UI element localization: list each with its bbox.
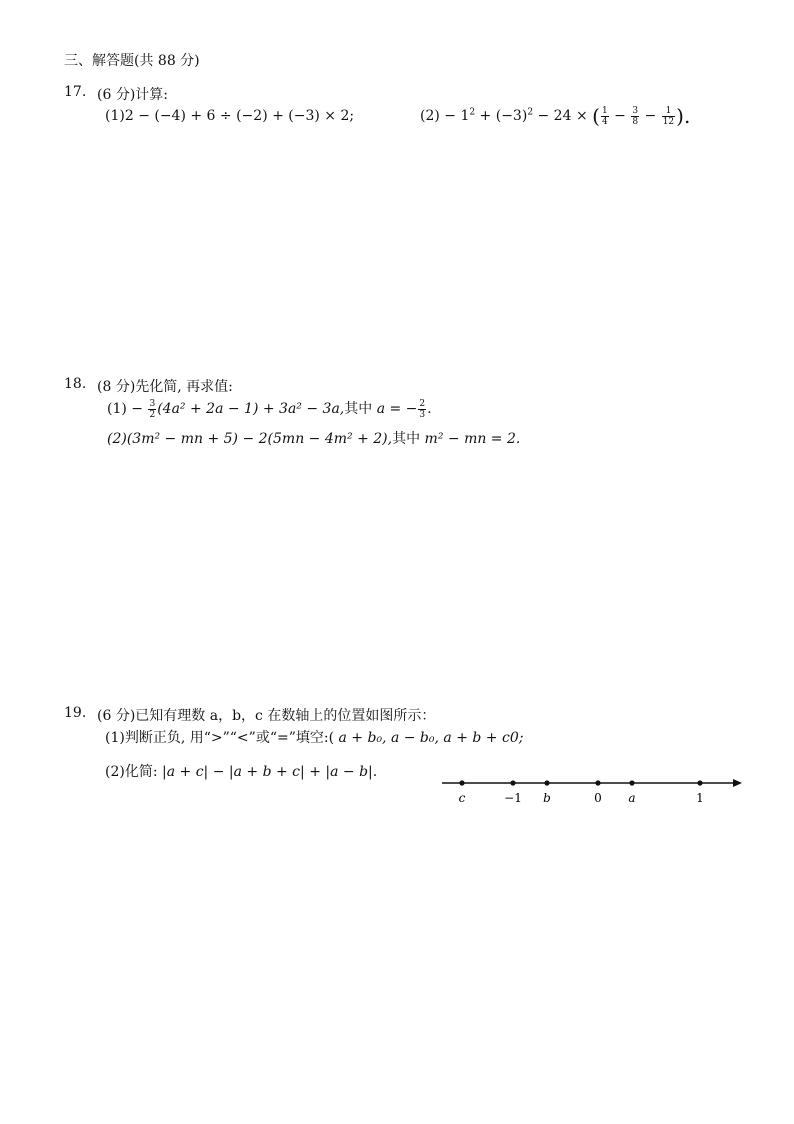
q17-number: 17.: [64, 84, 87, 100]
q17-p2-head: (2) − 1: [420, 108, 470, 124]
q17-open-paren: (: [592, 104, 600, 128]
q17-fraction-3: $\frac{1}{12}$: [662, 105, 675, 127]
q17-part1: (1)2 − (−4) + 6 ÷ (−2) + (−3) × 2;: [105, 108, 355, 124]
q19-p1-expression: a + b₀, a − b₀, a + b + c0;: [338, 730, 524, 746]
section-title: 三、解答题(共 88 分): [64, 53, 200, 69]
q18-p1-fraction: $\frac{3}{2}$: [149, 398, 156, 420]
number-line-arrow-icon: [733, 779, 742, 787]
q19-number: 19.: [64, 705, 87, 721]
q17-p2-exp2: 2: [527, 107, 534, 118]
q18-number: 18.: [64, 376, 87, 392]
q18-p1-head: (1) −: [107, 401, 144, 417]
q18-stem: (8 分)先化简, 再求值:: [97, 379, 233, 395]
q17-p2-tail: − 24 ×: [533, 108, 588, 124]
q19-p2-text: (2)化简:: [105, 764, 158, 780]
q17-p2-mid: + (−3): [475, 108, 528, 124]
q18-part2: [107, 428, 520, 448]
q18-p1-value: a = −: [376, 401, 418, 417]
number-line-label-5: 1: [696, 791, 704, 805]
q17-minus-1: −: [614, 108, 626, 124]
q19-part1: [105, 727, 523, 747]
q19-stem: (6 分)已知有理数 a，b，c 在数轴上的位置如图所示：: [97, 708, 436, 724]
q17-close-paren: ).: [676, 104, 691, 128]
number-line-point-3: [595, 780, 600, 785]
q17-stem: (6 分)计算:: [97, 87, 168, 103]
q18-p1-value-fraction: $\frac{2}{3}$: [419, 398, 426, 420]
q19-p1-text: (1)判断正负, 用“>”“<”或“=”填空:(: [105, 730, 335, 746]
number-line-point-5: [697, 780, 702, 785]
q19-p2-expression: |a + c| − |a + b + c| + |a − b|.: [162, 764, 378, 780]
q18-p1-condition: 其中: [344, 401, 373, 417]
number-line-label-0: c: [458, 791, 466, 805]
q18-part1: [107, 398, 432, 420]
number-line-point-1: [510, 780, 515, 785]
number-line-point-2: [544, 780, 549, 785]
q18-p2-condition: 其中: [392, 431, 421, 447]
q17-fraction-1: $\frac{1}{4}$: [601, 105, 608, 127]
q18-p2-expression: (2)(3m² − mn + 5) − 2(5mn − 4m² + 2),: [107, 431, 393, 447]
number-line: [430, 770, 750, 810]
number-line-label-4: a: [628, 791, 636, 805]
q18-p1-end: .: [427, 401, 432, 417]
q18-p2-value: m² − mn = 2.: [424, 431, 521, 447]
number-line-label-3: 0: [594, 791, 602, 805]
q19-part2: [105, 761, 377, 781]
number-line-label-1: −1: [504, 791, 522, 805]
q17-p2-exp1: 2: [469, 107, 476, 118]
number-line-label-2: b: [543, 791, 551, 805]
number-line-point-4: [629, 780, 634, 785]
q18-p1-expression: (4a² + 2a − 1) + 3a² − 3a,: [157, 401, 345, 417]
number-line-point-0: [459, 780, 464, 785]
q17-part2: [420, 104, 690, 128]
q17-fraction-2: $\frac{3}{8}$: [632, 105, 639, 127]
q17-minus-2: −: [644, 108, 657, 124]
